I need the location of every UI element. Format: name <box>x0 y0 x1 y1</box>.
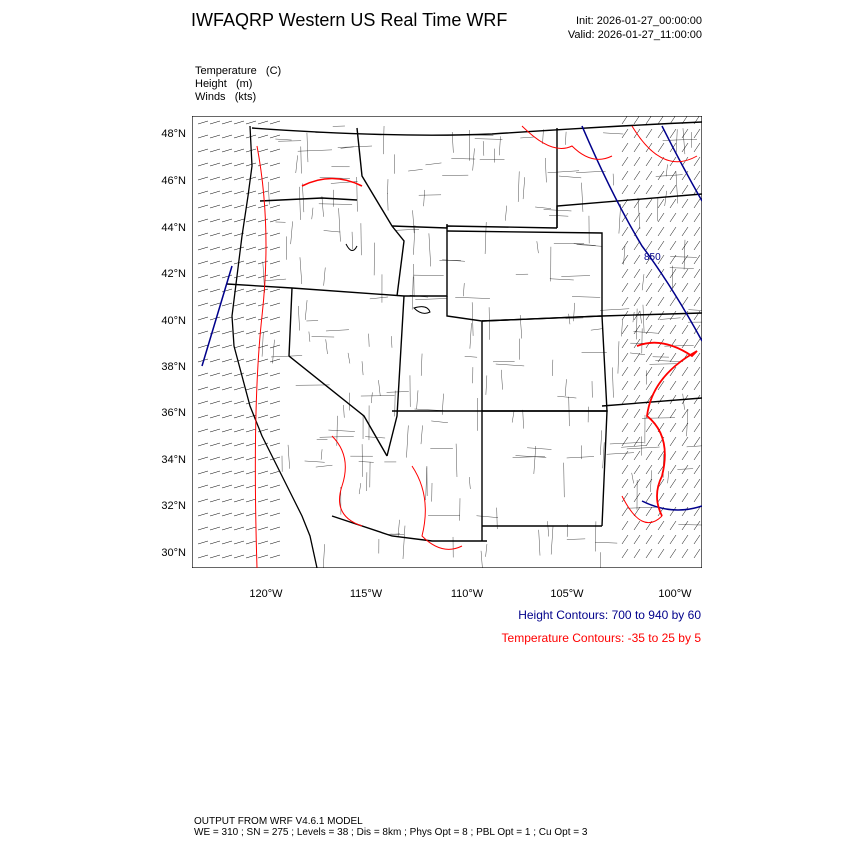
weather-map <box>192 116 702 568</box>
lon-label: 115°W <box>349 588 383 600</box>
model-config: WE = 310 ; SN = 275 ; Levels = 38 ; Dis = 8km ; Phys Opt = 8 ; PBL Opt = 1 ; Cu Opt = 3 <box>194 827 588 838</box>
field-winds: Winds (kts) <box>195 91 257 103</box>
lat-label: 34°N <box>161 454 186 466</box>
lat-label: 48°N <box>161 128 186 140</box>
lat-label: 42°N <box>161 268 186 280</box>
init-time: Init: 2026-01-27_00:00:00 <box>576 15 702 27</box>
height-contour-label: 850 <box>644 252 661 263</box>
lat-label: 38°N <box>161 361 186 373</box>
field-list <box>195 65 281 104</box>
lat-label: 46°N <box>161 175 186 187</box>
field-temperature: Temperature (C) <box>195 65 282 77</box>
map-title: IWFAQRP Western US Real Time WRF <box>191 10 508 30</box>
lat-label: 32°N <box>161 500 186 512</box>
temperature-contours-legend: Temperature Contours: -35 to 25 by 5 <box>501 631 701 645</box>
lat-label: 36°N <box>161 407 186 419</box>
init-valid-block <box>568 14 702 42</box>
lon-label: 110°W <box>450 588 484 600</box>
field-height: Height (m) <box>195 78 253 90</box>
lon-label: 120°W <box>249 588 283 600</box>
model-version: OUTPUT FROM WRF V4.6.1 MODEL <box>194 816 363 827</box>
lon-label: 105°W <box>550 588 584 600</box>
height-contours-legend: Height Contours: 700 to 940 by 60 <box>518 608 701 622</box>
lat-label: 44°N <box>161 222 186 234</box>
model-footer <box>194 816 587 838</box>
lon-label: 100°W <box>658 588 692 600</box>
lat-label: 30°N <box>161 547 186 559</box>
lat-label: 40°N <box>161 315 186 327</box>
valid-time: Valid: 2026-01-27_11:00:00 <box>567 29 702 41</box>
